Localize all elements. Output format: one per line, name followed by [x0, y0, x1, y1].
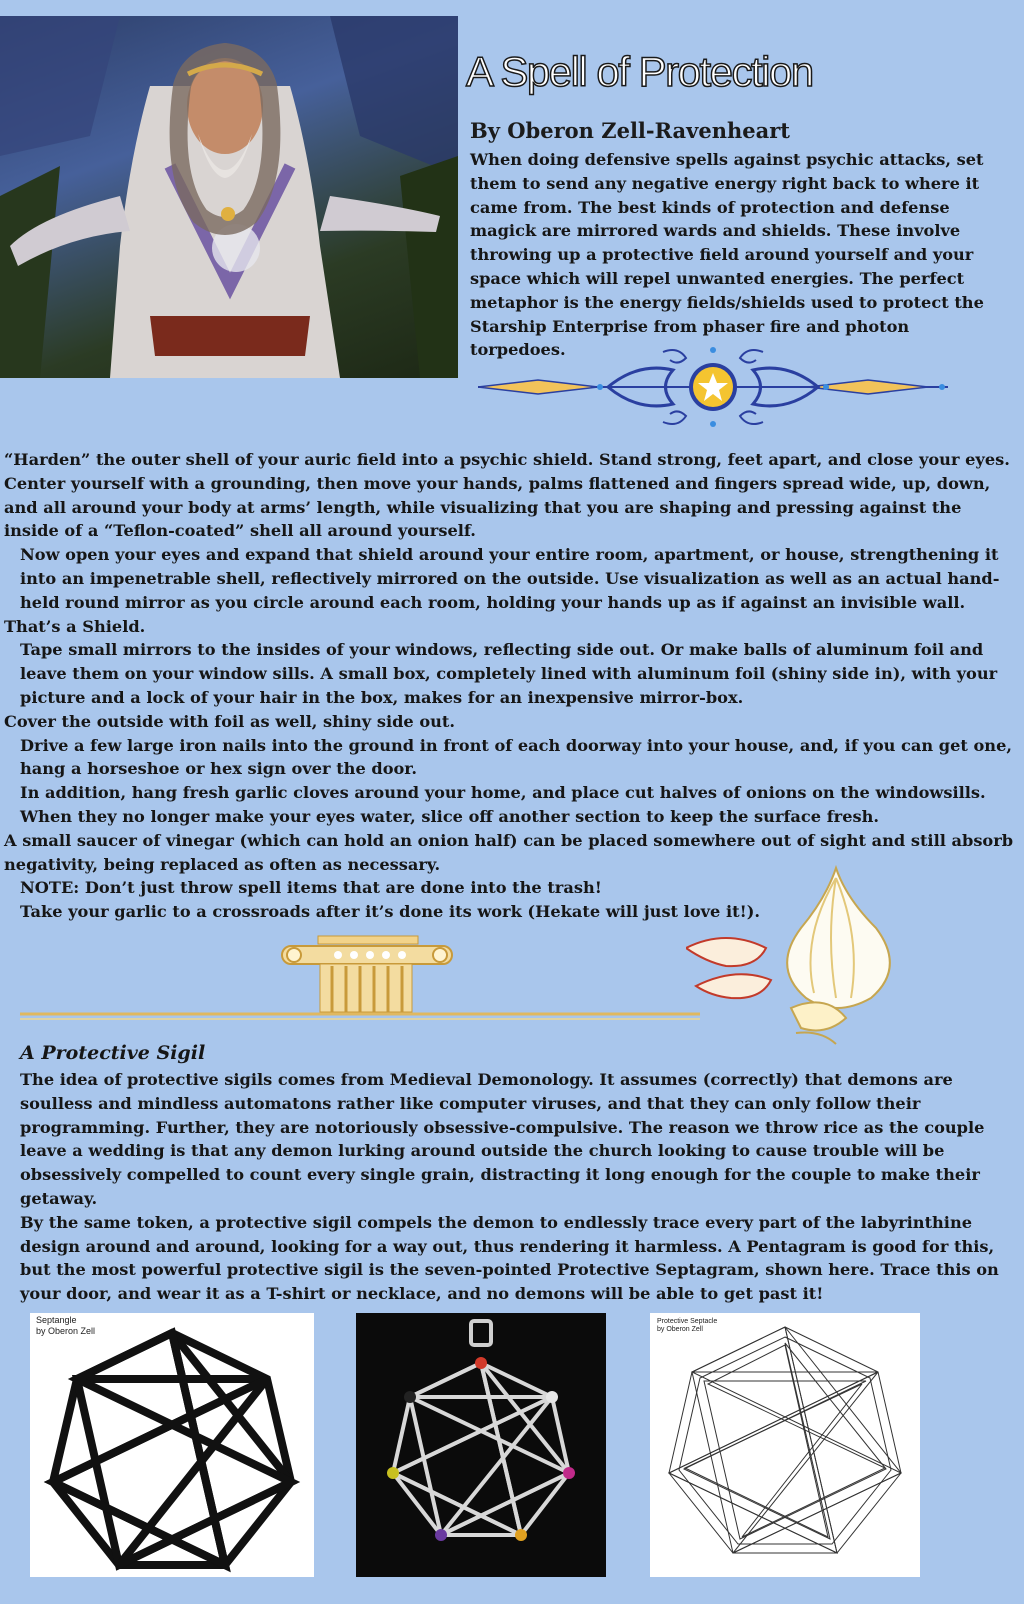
- septagram-pendant-photo: [356, 1313, 606, 1577]
- paragraph: The idea of protective sigils comes from Medieval Demonology. It assumes (correctly) that demons are soulless and mindless automatons rather like computer viruses, and that they can only follow their programming. Further, they are notoriously obsessive-compulsive. The reason we throw rice as the couple leave a wedding is that any demon lurking around outside the church looking to cause trouble will be obsessively compelled to count every single grain, distracting it long enough for the couple to make their getaway.: [20, 1070, 985, 1208]
- septacle-icon: [650, 1313, 920, 1577]
- sigil-heading: A Protective Sigil: [20, 1042, 206, 1064]
- star-ornament-icon: [478, 342, 948, 432]
- spell-instructions: [4, 448, 1020, 924]
- paragraph: Tape small mirrors to the insides of your windows, reflecting side out. Or make balls of aluminum foil and leave them on your window sills. A small box, completely lined with aluminum foil (shiny side in), with your picture and a lock of your hair in the box, makes for an inexpensive mirror-box.: [20, 640, 998, 707]
- garlic-icon: [686, 858, 916, 1048]
- paragraph: Drive a few large iron nails into the ground in front of each doorway into your house, and, if you can get one, hang a horseshoe or hex sign over the door.: [20, 735, 1013, 779]
- septangle-figure: [30, 1313, 314, 1577]
- paragraph: By the same token, a protective sigil compels the demon to endlessly trace every part of the labyrinthine design around and around, looking for a way out, thus rendering it harmless. A Pentagram is good for this, but the most powerful protective sigil is the seven-pointed Protective Septagram, shown here. Trace this on your door, and wear it as a T-shirt or necklace, and no demons will be able to get past it!: [20, 1212, 999, 1304]
- paragraph: Now open your eyes and expand that shield around your entire room, apartment, or house, strengthening it into an impenetrable shell, reflectively mirrored on the outside. Use visualization as well as an actual hand-held round mirror as you circle around each room, holding your hands up as if against an invisible wall.: [20, 545, 1000, 612]
- protective-septacle-figure: [650, 1313, 920, 1577]
- author-photo: [0, 16, 458, 378]
- paragraph: Cover the outside with foil as well, shiny side out.: [4, 711, 456, 731]
- paragraph: NOTE: Don’t just throw spell items that are done into the trash!: [20, 878, 602, 898]
- figure-caption: Septangle by Oberon Zell: [36, 1315, 96, 1336]
- article-title: A Spell of Protection: [466, 48, 813, 95]
- figure-caption: Protective Septacle by Oberon Zell: [657, 1318, 718, 1333]
- paragraph: That’s a Shield.: [4, 616, 146, 636]
- column-divider-icon: [20, 934, 700, 1024]
- paragraph: In addition, hang fresh garlic cloves around your home, and place cut halves of onions on the windowsills. When they no longer make your eyes water, slice off another section to keep the surface fresh.: [20, 783, 986, 826]
- paragraph: A small saucer of vinegar (which can hold an onion half) can be placed somewhere out of sight and still absorb negativity, being replaced as often as necessary.: [4, 830, 1014, 874]
- pendant-icon: [356, 1313, 606, 1577]
- septangle-icon: [30, 1313, 314, 1577]
- sigil-section: [4, 1068, 1020, 1306]
- paragraph: “Harden” the outer shell of your auric field into a psychic shield. Stand strong, feet apart, and close your eyes. Center yourself with a grounding, then move your hands, palms flattened and fingers spread wide, up, down, and all around your body at arms’ length, while visualizing that you are shaping and pressing against the inside of a “Teflon-coated” shell all around yourself.: [4, 450, 1010, 541]
- article-byline: By Oberon Zell-Ravenheart: [470, 118, 790, 143]
- paragraph: Take your garlic to a crossroads after it’s done its work (Hekate will just love it!).: [20, 902, 760, 922]
- intro-paragraph: When doing defensive spells against psychic attacks, set them to send any negative energy right back to where it came from. The best kinds of protection and defense magick are mirrored wards and shields. These involve throwing up a protective field around yourself and your space which will repel unwanted energies. The perfect metaphor is the energy fields/shields used to protect the Starship Enterprise from phaser fire and photon torpedoes.: [470, 150, 984, 360]
